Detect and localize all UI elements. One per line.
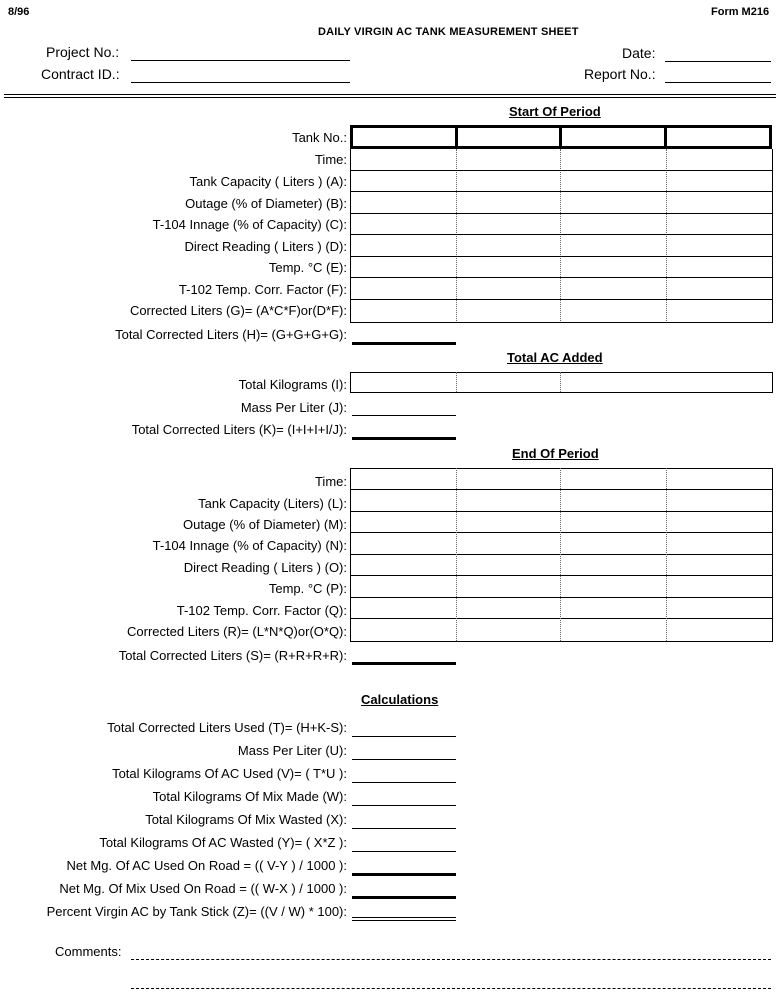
calc-net-ac-field[interactable]: [352, 873, 456, 876]
form-number: Form M216: [711, 6, 770, 18]
calc-t-field[interactable]: [352, 736, 456, 737]
calc-u-field[interactable]: [352, 759, 456, 760]
row-label: Corrected Liters (G)= (A*C*F)or(D*F):: [129, 303, 347, 318]
grid-divider: [456, 468, 457, 641]
project-no-label: Project No.:: [46, 44, 120, 60]
grid-left-border: [350, 372, 351, 392]
grid-divider: [560, 149, 561, 323]
grid-row-line: [350, 532, 773, 533]
total-h-field[interactable]: [352, 342, 456, 345]
grid-divider: [664, 125, 667, 149]
grid-row-line: [350, 468, 773, 469]
header-divider: [4, 97, 776, 98]
row-label: Direct Reading ( Liters ) (D):: [184, 239, 347, 254]
grid-row-line: [350, 191, 773, 192]
calc-w-field[interactable]: [352, 805, 456, 806]
calc-z-field[interactable]: [352, 917, 456, 918]
grid-divider: [456, 149, 457, 323]
row-label: Total Kilograms Of AC Wasted (Y)= ( X*Z ):: [99, 835, 347, 850]
section-heading-added: Total AC Added: [507, 350, 603, 365]
grid-row-line: [350, 597, 773, 598]
page-title: DAILY VIRGIN AC TANK MEASUREMENT SHEET: [318, 26, 579, 38]
row-label: Corrected Liters (R)= (L*N*Q)or(O*Q):: [127, 624, 347, 639]
calc-z-field-underline: [352, 920, 456, 921]
project-no-field[interactable]: [131, 60, 350, 61]
contract-id-field[interactable]: [131, 82, 350, 83]
date-label: Date:: [622, 45, 656, 61]
section-heading-calculations: Calculations: [361, 692, 439, 707]
total-s-field[interactable]: [352, 662, 456, 665]
row-label: Tank No.:: [292, 130, 347, 145]
report-no-field[interactable]: [665, 82, 771, 83]
header-divider: [4, 94, 776, 95]
grid-row-line: [350, 489, 773, 490]
grid-divider: [455, 125, 458, 149]
report-no-label: Report No.:: [584, 66, 656, 82]
grid-left-border: [350, 468, 351, 641]
row-label: Mass Per Liter (J):: [240, 400, 347, 415]
grid-left-border: [350, 149, 351, 323]
row-label: Percent Virgin AC by Tank Stick (Z)= ((V / W) * 100):: [46, 904, 347, 919]
comments-line[interactable]: [131, 988, 771, 989]
grid-row-line: [350, 299, 773, 300]
grid-row-line: [350, 511, 773, 512]
calc-x-field[interactable]: [352, 828, 456, 829]
row-label: Direct Reading ( Liters ) (O):: [183, 560, 347, 575]
grid-right-border: [772, 149, 773, 323]
comments-line[interactable]: [131, 959, 771, 960]
section-heading-start: Start Of Period: [509, 104, 601, 119]
row-label: Time:: [314, 474, 347, 489]
row-label: Net Mg. Of Mix Used On Road = (( W-X ) / 1000 ):: [59, 881, 347, 896]
grid-row-line: [350, 234, 773, 235]
row-label: Total Kilograms Of Mix Wasted (X):: [145, 812, 347, 827]
grid-row-line: [350, 554, 773, 555]
row-label: Tank Capacity ( Liters ) (A):: [189, 174, 347, 189]
row-label: Time:: [314, 152, 347, 167]
row-label: Total Corrected Liters (S)= (R+R+R+R):: [118, 648, 347, 663]
grid-row-line: [350, 277, 773, 278]
calc-net-mix-field[interactable]: [352, 896, 456, 899]
grid-divider: [666, 149, 667, 323]
row-label: T-102 Temp. Corr. Factor (F):: [178, 282, 347, 297]
contract-id-label: Contract ID.:: [41, 66, 120, 82]
grid-row-line: [350, 641, 773, 642]
row-label: Temp. °C (P):: [268, 581, 347, 596]
comments-label: Comments:: [55, 944, 122, 959]
grid-row-line: [350, 322, 773, 323]
mass-per-liter-j-field[interactable]: [352, 415, 456, 416]
row-label: Outage (% of Diameter) (M):: [183, 517, 347, 532]
calc-y-field[interactable]: [352, 851, 456, 852]
grid-row-line: [350, 392, 773, 393]
grid-divider: [560, 372, 561, 392]
row-label: T-104 Innage (% of Capacity) (N):: [152, 538, 347, 553]
grid-row-line: [350, 372, 773, 373]
grid-row-line: [350, 256, 773, 257]
row-label: T-102 Temp. Corr. Factor (Q):: [176, 603, 347, 618]
row-label: Total Kilograms Of AC Used (V)= ( T*U ):: [112, 766, 347, 781]
section-heading-end: End Of Period: [512, 446, 599, 461]
row-label: Total Corrected Liters (K)= (I+I+I+I/J):: [131, 422, 347, 437]
total-k-field[interactable]: [352, 437, 456, 440]
grid-divider: [666, 468, 667, 641]
row-label: Mass Per Liter (U):: [237, 743, 347, 758]
row-label: T-104 Innage (% of Capacity) (C):: [152, 217, 347, 232]
calc-v-field[interactable]: [352, 782, 456, 783]
row-label: Tank Capacity (Liters) (L):: [198, 496, 347, 511]
grid-divider: [560, 468, 561, 641]
date-field[interactable]: [665, 61, 771, 62]
grid-row-line: [350, 575, 773, 576]
grid-row-line: [350, 170, 773, 171]
grid-divider: [456, 372, 457, 392]
row-label: Outage (% of Diameter) (B):: [185, 196, 347, 211]
grid-right-border: [772, 468, 773, 641]
grid-divider: [559, 125, 562, 149]
row-label: Total Kilograms (I):: [238, 377, 347, 392]
grid-row-line: [350, 618, 773, 619]
row-label: Net Mg. Of AC Used On Road = (( V-Y ) / 1000 ):: [66, 858, 347, 873]
grid-right-border: [772, 372, 773, 392]
row-label: Total Corrected Liters Used (T)= (H+K-S):: [107, 720, 347, 735]
form-date-code: 8/96: [8, 6, 30, 18]
row-label: Total Corrected Liters (H)= (G+G+G+G):: [115, 327, 347, 342]
grid-row-line: [350, 213, 773, 214]
row-label: Total Kilograms Of Mix Made (W):: [152, 789, 347, 804]
row-label: Temp. °C (E):: [268, 260, 347, 275]
